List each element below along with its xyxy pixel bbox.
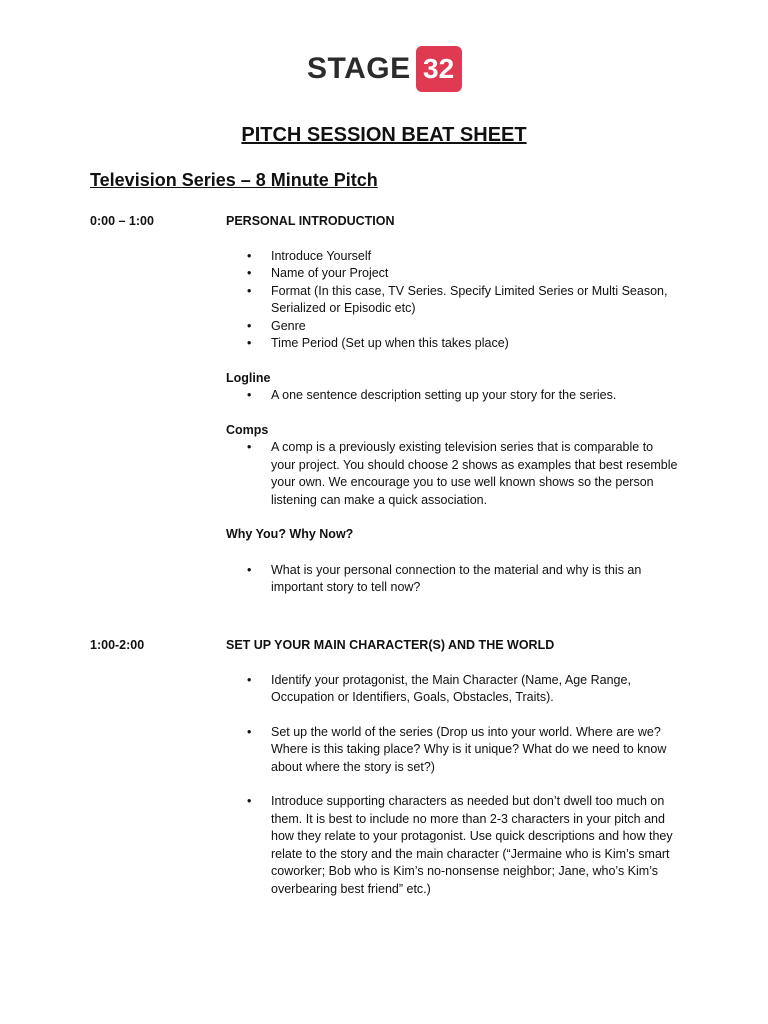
bullet-icon: •	[247, 794, 252, 808]
list-item: • Genre	[226, 318, 678, 336]
list-item: • What is your personal connection to the material and why is this an important story to tell now?	[247, 562, 642, 594]
section-content	[226, 213, 678, 597]
section-heading: SET UP YOUR MAIN CHARACTER(S) AND THE WORLD	[226, 638, 555, 652]
section-time: 1:00-2:00	[90, 638, 145, 652]
logline-heading: Logline	[226, 370, 271, 385]
why-list	[226, 562, 678, 597]
bullet-icon: •	[247, 248, 252, 263]
list-item: • Introduce Yourself	[226, 248, 678, 266]
bullet-icon: •	[247, 440, 252, 454]
list-item: • Format (In this case, TV Series. Specify Limited Series or Multi Season, Serialized or Episodic etc)	[247, 283, 668, 315]
bullet-icon: •	[247, 318, 252, 333]
why-heading: Why You? Why Now?	[226, 527, 354, 541]
logo-badge: 32	[416, 46, 462, 92]
bullet-icon: •	[247, 266, 252, 280]
list-item: • A one sentence description setting up your story for the series.	[226, 387, 678, 405]
bullet-icon: •	[247, 336, 252, 350]
list-item: • A comp is a previously existing television series that is comparable to your project. You should choose 2 shows as examples that best resemble your own. We encourage you to use well known shows so the person listening can make a quick association.	[247, 440, 678, 507]
list-item: • Name of your Project	[226, 265, 678, 283]
bullet-icon: •	[247, 388, 252, 402]
section-time: 0:00 – 1:00	[90, 214, 154, 228]
intro-list	[226, 248, 678, 353]
list-item: • Time Period (Set up when this takes place)	[226, 335, 678, 353]
bullet-icon: •	[247, 724, 252, 739]
page-subtitle: Television Series – 8 Minute Pitch	[90, 170, 378, 190]
character-world-list	[226, 793, 678, 898]
list-item: • Set up the world of the series (Drop us into your world. Where are we? Where is this taking place? Why is it unique? What do we need to know about where the story is set?)	[247, 724, 667, 774]
logo-wordmark: STAGE	[307, 52, 411, 85]
comps-list	[226, 439, 678, 509]
section-heading: PERSONAL INTRODUCTION	[226, 214, 395, 228]
comps-heading: Comps	[226, 422, 269, 437]
bullet-icon: •	[247, 672, 252, 687]
bullet-icon: •	[247, 283, 252, 298]
section-content	[226, 637, 678, 898]
logline-list	[226, 387, 678, 405]
bullet-icon: •	[247, 562, 252, 577]
page-title: PITCH SESSION BEAT SHEET	[241, 124, 527, 146]
character-world-list	[226, 724, 678, 777]
character-world-list	[226, 672, 678, 707]
list-item: • Identify your protagonist, the Main Character (Name, Age Range, Occupation or Identifiers, Goals, Obstacles, Traits).	[247, 672, 631, 704]
stage32-logo	[307, 46, 462, 92]
list-item: • Introduce supporting characters as needed but don’t dwell too much on them. It is best to include no more than 2-3 characters in your pitch and how they relate to your protagonist. Use quick descriptions and how they relate to the story and the main character (“Jermaine who is Kim’s smart coworker; Bob who is Kim’s no-nonsense neighbor; Jane, who’s Kim’s overbearing best friend” etc.)	[247, 794, 673, 896]
